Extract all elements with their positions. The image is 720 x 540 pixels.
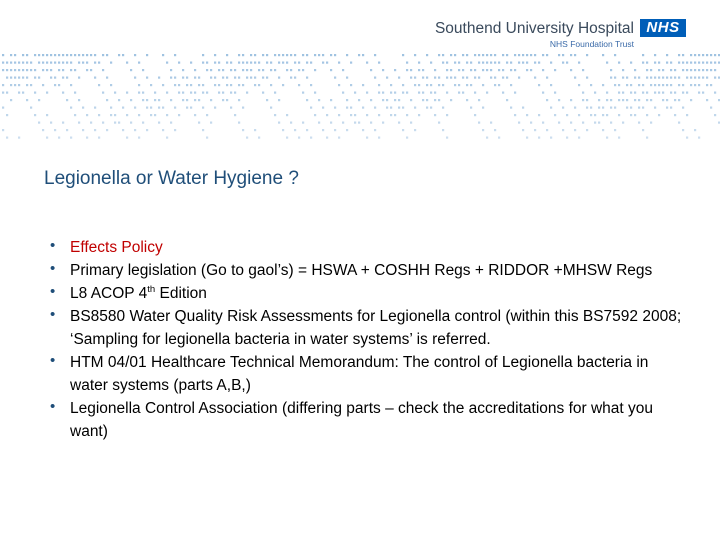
bullet-item-l8-acop [50,282,690,305]
nhs-logo-badge: NHS [640,19,686,37]
bullet-list [50,236,690,443]
slide-title: Legionella or Water Hygiene ? [44,168,299,189]
bullet-item-bs8580 [50,305,690,351]
bullet-dot-icon: • [50,306,56,323]
bullet-dot-icon: • [50,352,56,369]
bullet-dot-icon: • [50,260,56,277]
bullet-dot-icon: • [50,237,56,254]
bullet-item-htm-0401 [50,351,690,397]
bullet-dot-icon: • [50,283,56,300]
bullet-text: Primary legislation (Go to gaol’s) = HSWA + COSHH Regs + RIDDOR +MHSW Regs [70,262,653,279]
bullet-dot-icon: • [50,398,56,415]
decorative-dotted-band [0,48,720,144]
logo-org-name: Southend University Hospital [434,20,634,37]
bullet-text: BS8580 Water Quality Risk Assessments for Legionella control (within this BS7592 2008; ‘Sampling for legionella bacteria in water systems’ is referred. [70,308,682,348]
bullet-item-effects-policy [50,236,690,259]
logo-org-subtitle: NHS Foundation Trust [549,39,634,49]
bullet-text: Legionella Control Association (differing parts – check the accreditations for what you want) [70,400,654,440]
bullet-item-lca [50,397,690,443]
hospital-logo [386,18,686,50]
bullet-text: HTM 04/01 Healthcare Technical Memorandum: The control of Legionella bacteria in water systems (parts A,B,) [70,354,649,394]
bullet-text-part: Edition [155,285,207,302]
bullet-item-primary-legislation [50,259,690,282]
superscript-ordinal: th [147,283,156,295]
bullet-text-part: L8 ACOP 4 [70,285,148,302]
bullet-text: Effects Policy [70,239,163,256]
